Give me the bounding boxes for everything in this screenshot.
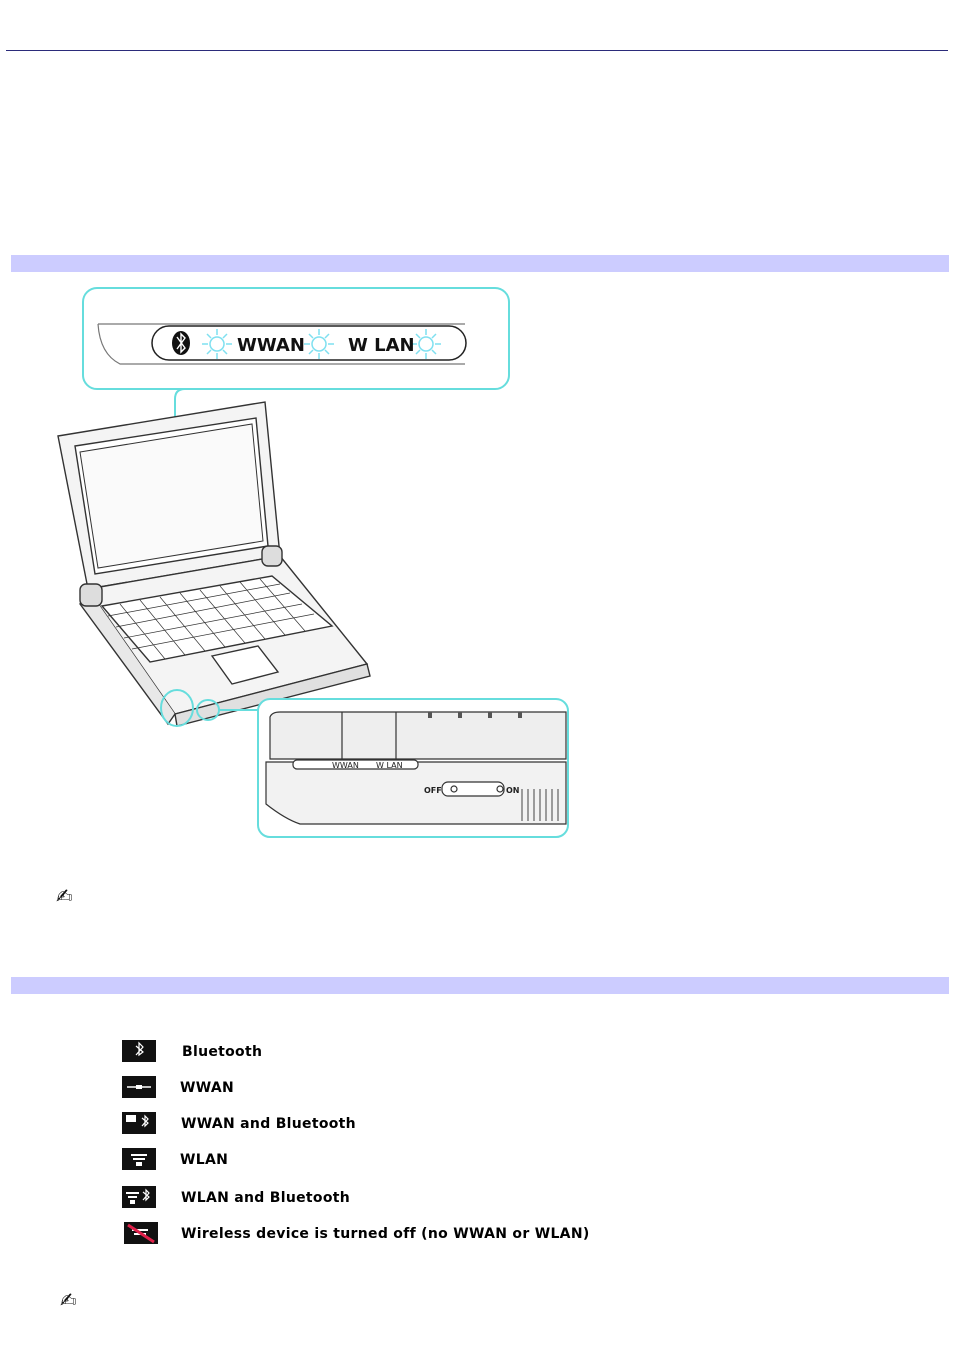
switch-label-wwan: WWAN (332, 761, 359, 770)
wlan-bluetooth-status-icon (118, 1184, 160, 1212)
switch-label-wlan: W LAN (376, 761, 403, 770)
legend-label: WWAN (180, 1080, 235, 1096)
legend-label: Wireless device is turned off (no WWAN or WLAN) (181, 1226, 590, 1242)
bluetooth-status-icon (118, 1038, 160, 1066)
wlan-status-icon (118, 1146, 160, 1174)
note-pencil-icon: ✍ (56, 884, 73, 908)
indicator-label-wwan: WWAN (237, 335, 305, 356)
switch-label-off: OFF (424, 786, 442, 795)
legend-label: Bluetooth (182, 1044, 263, 1060)
legend-label: WWAN and Bluetooth (181, 1116, 356, 1132)
indicator-label-wlan: W LAN (348, 335, 415, 356)
switch-label-on: ON (506, 786, 520, 795)
note-pencil-icon: ✍ (60, 1288, 77, 1312)
header-rule (6, 50, 948, 51)
wwan-bluetooth-status-icon (118, 1110, 160, 1138)
laptop-illustration (58, 402, 370, 726)
laptop-indicator-figure (40, 284, 580, 844)
legend-label: WLAN (180, 1152, 229, 1168)
wireless-off-status-icon (118, 1220, 160, 1248)
section-band-status (11, 977, 949, 994)
bluetooth-indicator-icon (172, 331, 190, 355)
legend-label: WLAN and Bluetooth (181, 1190, 351, 1206)
section-band-indicators (11, 255, 949, 272)
wwan-status-icon (118, 1074, 160, 1102)
